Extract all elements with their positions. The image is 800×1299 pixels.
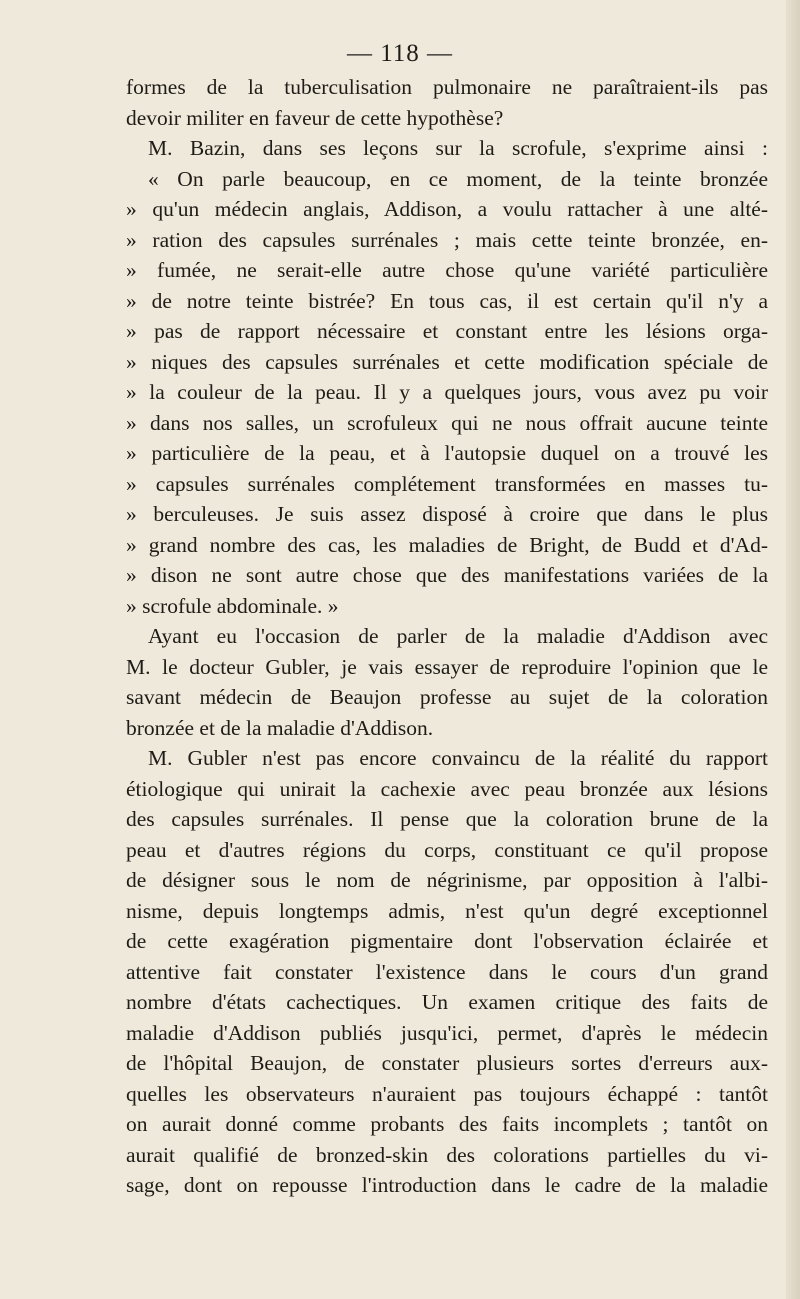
text-line: » qu'un médecin anglais, Addison, a voulu rattacher à une alté- xyxy=(126,197,768,221)
text-line: » capsules surrénales complétement transformées en masses tu- xyxy=(126,471,768,496)
text-line: aurait qualifié de bronzed-skin des colorations partielles du vi- xyxy=(126,1142,768,1167)
text-line: » dison ne sont autre chose que des manifestations variées de la xyxy=(126,563,768,587)
body-text xyxy=(126,72,768,1201)
text-line: » pas de rapport nécessaire et constant entre les lésions orga- xyxy=(126,319,768,343)
text-line: savant médecin de Beaujon professe au sujet de la coloration xyxy=(126,685,768,709)
text-line: bronzée et de la maladie d'Addison. xyxy=(126,715,434,740)
text-line: de l'hôpital Beaujon, de constater plusieurs sortes d'erreurs aux- xyxy=(126,1051,768,1075)
text-line: nisme, depuis longtemps admis, n'est qu'un degré exceptionnel xyxy=(126,898,768,923)
text-line: » grand nombre des cas, les maladies de Bright, de Budd et d'Ad- xyxy=(126,532,768,557)
page-number: — 118 — xyxy=(346,40,454,67)
text-line: » berculeuses. Je suis assez disposé à croire que dans le plus xyxy=(126,502,768,526)
text-line: attentive fait constater l'existence dans le cours d'un grand xyxy=(126,959,768,984)
text-line: maladie d'Addison publiés jusqu'ici, permet, d'après le médecin xyxy=(126,1020,768,1045)
text-line: » niques des capsules surrénales et cette modification spéciale de xyxy=(126,349,768,374)
text-line: des capsules surrénales. Il pense que la coloration brune de la xyxy=(126,807,768,831)
text-line: » de notre teinte bistrée? En tous cas, il est certain qu'il n'y a xyxy=(126,288,768,313)
text-line: peau et d'autres régions du corps, constituant ce qu'il propose xyxy=(126,837,768,862)
text-line: M. Bazin, dans ses leçons sur la scrofule, s'exprime ainsi : xyxy=(148,136,768,160)
text-line: quelles les observateurs n'auraient pas toujours échappé : tantôt xyxy=(126,1081,768,1106)
text-line: de désigner sous le nom de négrinisme, par opposition à l'albi- xyxy=(126,868,768,892)
text-line: » la couleur de la peau. Il y a quelques jours, vous avez pu voir xyxy=(126,380,768,404)
text-line: M. le docteur Gubler, je vais essayer de reproduire l'opinion que le xyxy=(126,654,768,679)
text-line: formes de la tuberculisation pulmonaire ne paraîtraient-ils pas xyxy=(126,75,768,99)
text-line: » ration des capsules surrénales ; mais cette teinte bronzée, en- xyxy=(126,227,768,252)
text-line: de cette exagération pigmentaire dont l'observation éclairée et xyxy=(126,929,768,953)
page-edge xyxy=(786,0,800,1299)
text-line: M. Gubler n'est pas encore convaincu de la réalité du rapport xyxy=(148,746,768,770)
text-line: » particulière de la peau, et à l'autopsie duquel on a trouvé les xyxy=(126,441,768,465)
text-line: étiologique qui unirait la cachexie avec peau bronzée aux lésions xyxy=(126,776,768,801)
text-line: devoir militer en faveur de cette hypothèse? xyxy=(126,105,504,130)
text-line: sage, dont on repousse l'introduction dans le cadre de la maladie xyxy=(126,1173,768,1197)
text-line: Ayant eu l'occasion de parler de la maladie d'Addison avec xyxy=(148,624,768,648)
text-line: on aurait donné comme probants des faits incomplets ; tantôt on xyxy=(126,1112,768,1136)
text-line: » scrofule abdominale. » xyxy=(126,593,339,618)
text-line: nombre d'états cachectiques. Un examen critique des faits de xyxy=(126,990,768,1014)
text-line: « On parle beaucoup, en ce moment, de la teinte bronzée xyxy=(148,166,768,191)
text-line: » fumée, ne serait-elle autre chose qu'une variété particulière xyxy=(126,258,768,282)
text-line: » dans nos salles, un scrofuleux qui ne nous offrait aucune teinte xyxy=(126,410,768,435)
